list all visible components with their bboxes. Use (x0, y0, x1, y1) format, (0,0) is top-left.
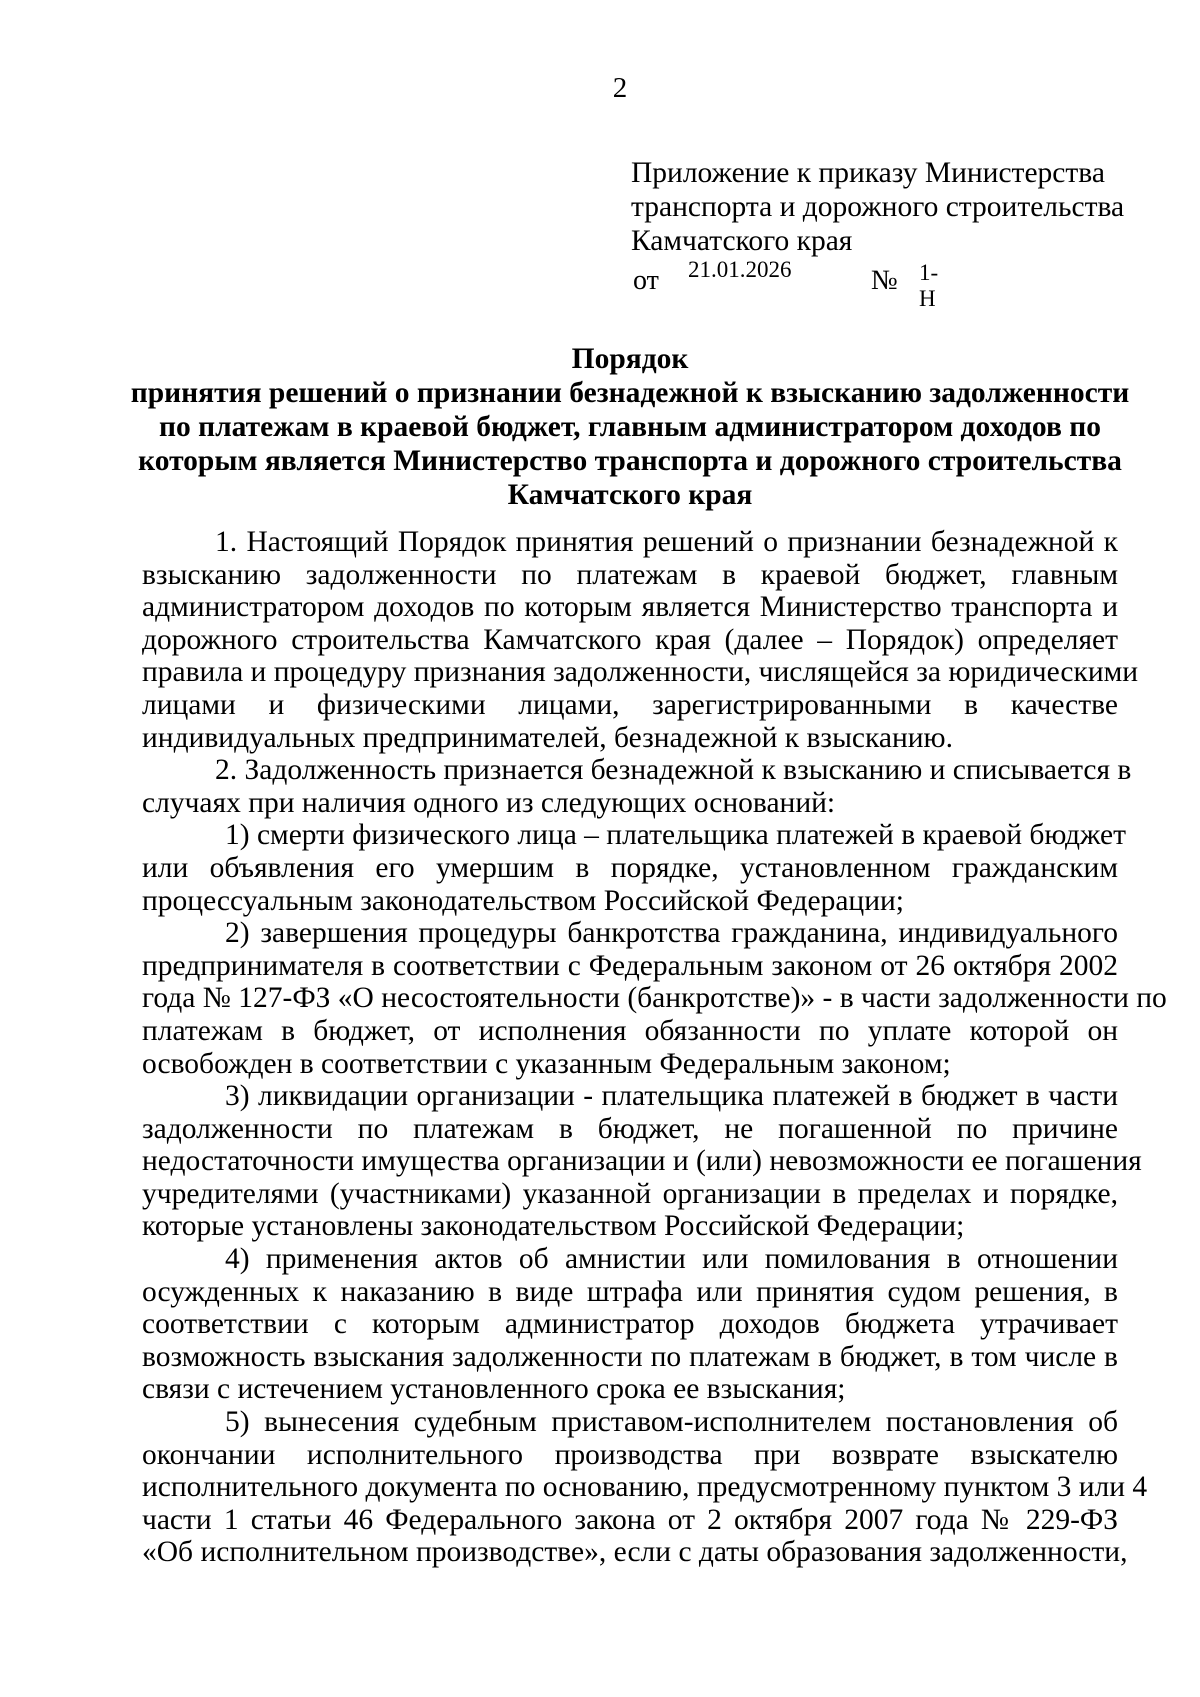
document-body (142, 526, 1167, 1569)
text-line: 2. Задолженность признается безнадежной к взысканию и списывается в (215, 754, 1132, 787)
list-item-1 (142, 819, 1126, 917)
list-item-5 (142, 1406, 1148, 1569)
text-line: взысканию задолженности по платежам в краевой бюджет, главным (142, 558, 1118, 591)
text-line: лицами и физическими лицами, зарегистрированными в качестве (142, 688, 1118, 721)
text-line: 4) применения актов об амнистии или помилования в отношении (225, 1243, 1118, 1276)
text-line: 3) ликвидации организации - плательщика платежей в бюджет в части (225, 1080, 1118, 1113)
text-line: 2) завершения процедуры банкротства гражданина, индивидуального (225, 917, 1118, 950)
list-item-3 (142, 1080, 1142, 1243)
title-line: Камчатского края (507, 479, 753, 511)
text-line: индивидуальных предпринимателей, безнадежной к взысканию. (142, 721, 953, 754)
text-line: случаях при наличия одного из следующих оснований: (142, 786, 836, 819)
approval-details (633, 257, 953, 311)
document-title (110, 342, 1150, 512)
appendix-line: Камчатского края (631, 225, 853, 257)
text-line: 1. Настоящий Порядок принятия решений о признании безнадежной к (215, 526, 1118, 558)
page-number: 2 (612, 72, 628, 104)
appendix-header (631, 156, 1124, 258)
text-line: которые установлены законодательством Российской Федерации; (142, 1210, 965, 1243)
text-line: освобожден в соответствии с указанным Федеральным законом; (142, 1047, 951, 1080)
appendix-line: Приложение к приказу Министерства (631, 157, 1105, 189)
text-line: 5) вынесения судебным приставом-исполнителем постановления об (225, 1406, 1118, 1439)
list-item-2 (142, 917, 1167, 1080)
text-line: связи с истечением установленного срока ее взыскания; (142, 1373, 846, 1406)
paragraph-2 (142, 754, 1132, 819)
text-line: учредителями (участниками) указанной организации в пределах и порядке, (142, 1177, 1118, 1210)
text-line: платежам в бюджет, от исполнения обязанности по уплате которой он (142, 1014, 1118, 1047)
paragraph-1 (142, 526, 1139, 754)
order-number: 1-Н (919, 260, 939, 311)
text-line: возможность взыскания задолженности по платежам в бюджет, в том числе в (142, 1340, 1118, 1373)
text-line: или объявления его умершим в порядке, установленном гражданским (142, 851, 1118, 884)
list-item-4 (142, 1243, 1118, 1406)
text-line: исполнительного документа по основанию, предусмотренному пунктом 3 или 4 (142, 1471, 1148, 1504)
text-line: администратором доходов по которым является Министерство транспорта и (142, 591, 1118, 624)
text-line: правила и процедуру признания задолженности, числящейся за юридическими (142, 656, 1139, 689)
text-line: «Об исполнительном производстве», если с даты образования задолженности, (142, 1536, 1128, 1569)
order-date: 21.01.2026 (688, 257, 792, 282)
text-line: соответствии с которым администратор доходов бюджета утрачивает (142, 1308, 1118, 1341)
text-line: осужденных к наказанию в виде штрафа или принятия судом решения, в (142, 1275, 1118, 1308)
text-line: задолженности по платежам в бюджет, не погашенной по причине (142, 1112, 1118, 1145)
text-line: окончании исполнительного производства при возврате взыскателю (142, 1438, 1118, 1471)
text-line: предпринимателя в соответствии с Федеральным законом от 26 октября 2002 (142, 949, 1118, 982)
title-line: по платежам в краевой бюджет, главным администратором доходов по (159, 411, 1101, 443)
text-line: процессуальным законодательством Российской Федерации; (142, 884, 904, 917)
title-line: принятия решений о признании безнадежной к взысканию задолженности (130, 377, 1130, 409)
from-label: от (633, 265, 659, 296)
text-line: недостаточности имущества организации и (или) невозможности ее погашения (142, 1145, 1142, 1178)
text-line: дорожного строительства Камчатского края (далее – Порядок) определяет (142, 623, 1118, 656)
text-line: 1) смерти физического лица – плательщика платежей в краевой бюджет (225, 819, 1126, 852)
appendix-line: транспорта и дорожного строительства (631, 191, 1125, 223)
title-line: которым является Министерство транспорта и дорожного строительства (138, 445, 1122, 477)
text-line: года № 127-ФЗ «О несостоятельности (банкротстве)» - в части задолженности по (142, 982, 1167, 1015)
title-line: Порядок (571, 343, 689, 375)
number-label: № (871, 265, 898, 296)
text-line: части 1 статьи 46 Федерального закона от 2 октября 2007 года № 229-ФЗ (142, 1503, 1118, 1536)
